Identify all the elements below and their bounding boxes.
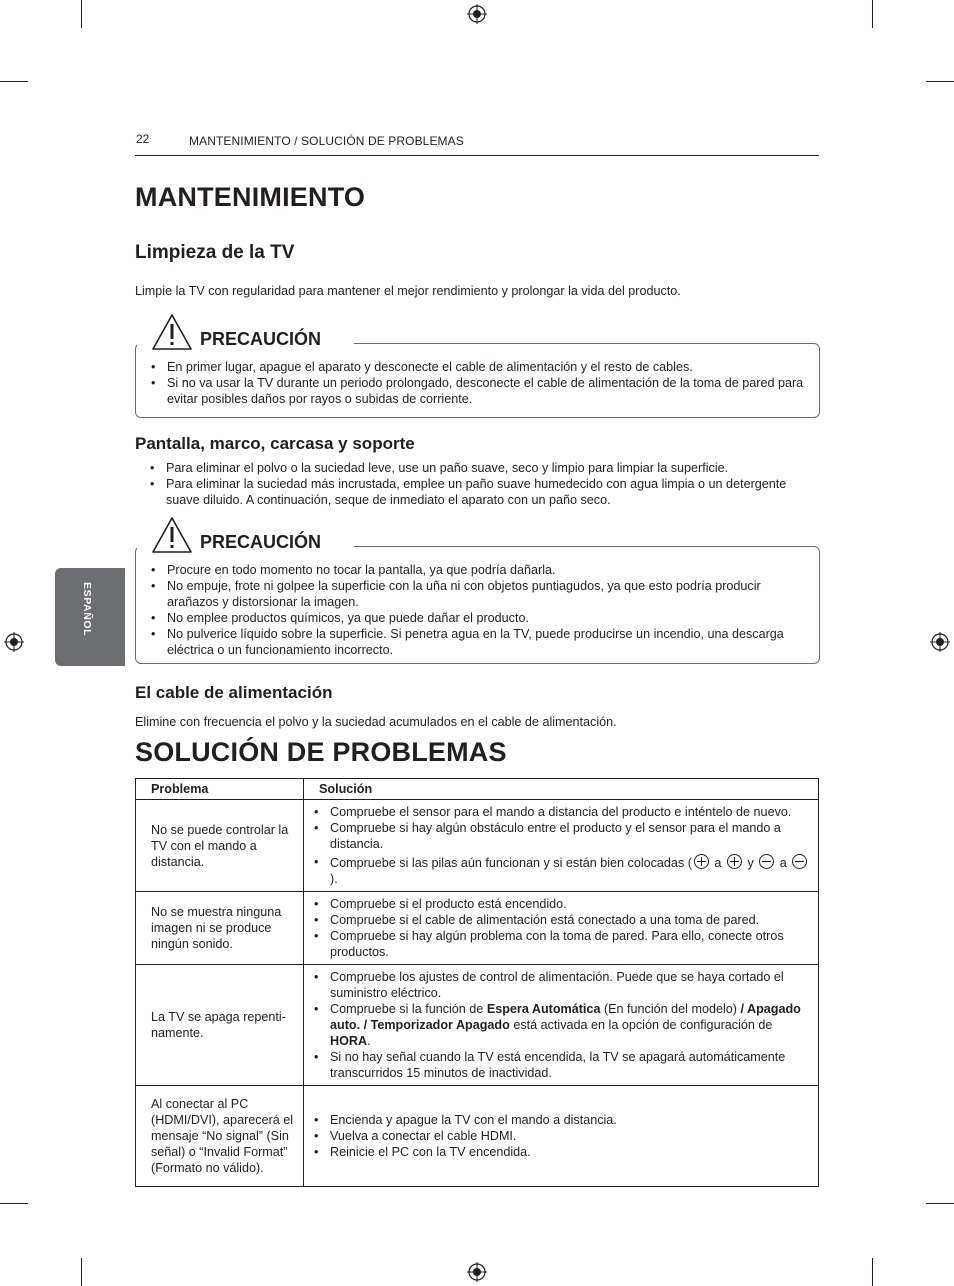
battery-text: Compruebe si las pilas aún funcionan y si están bien colocadas ( — [330, 856, 692, 870]
troubleshooting-table — [135, 778, 819, 1187]
list-item: • Para eliminar el polvo o la suciedad leve, use un paño suave, seco y limpio para limpiar la superficie. — [135, 460, 819, 476]
inline-bold: / Apagado auto. / Temporizador Apagado — [330, 1002, 801, 1032]
solution-cell — [304, 965, 819, 1086]
crop-mark — [926, 1203, 954, 1204]
table-row — [136, 892, 819, 965]
crop-mark — [872, 1258, 873, 1286]
problem-cell: Al conectar al PC (HDMI/DVI), aparecerá el mensaje “No signal” (Sin señal) o “Invalid Format” (Formato no válido). — [136, 1086, 304, 1187]
crop-mark — [81, 0, 82, 28]
list-item: • Reinicie el PC con la TV encendida. — [304, 1144, 812, 1160]
running-title: MANTENIMIENTO / SOLUCIÓN DE PROBLEMAS — [189, 134, 464, 148]
battery-text: y — [743, 856, 758, 870]
list-item: • Para eliminar la suciedad más incrustada, emplee un paño suave humedecido con agua limpia o un detergente suave diluido. A continuación, seque de inmediato el aparato con un paño seco. — [135, 476, 819, 508]
subsection-heading: Pantalla, marco, carcasa y soporte — [135, 434, 415, 453]
list-item: • No empuje, frote ni golpee la superficie con la uña ni con objetos puntiagudos, ya que esto podría producir arañazos y distorsionar la imagen. — [136, 578, 808, 610]
battery-text: ). — [330, 872, 338, 886]
crop-mark — [0, 81, 28, 82]
table-row — [136, 965, 819, 1086]
column-header-problem: Problema — [136, 779, 304, 800]
list-item: • En primer lugar, apague el aparato y desconecte el cable de alimentación y el resto de cables. — [136, 359, 808, 375]
inline-text: (En función del modelo) — [600, 1002, 741, 1016]
battery-plus-icon — [694, 854, 709, 869]
list-item: • Si no hay señal cuando la TV está encendida, la TV se apagará automáticamente transcurridos 15 minutos de inactividad. — [304, 1049, 812, 1081]
crop-mark — [872, 0, 873, 28]
problem-cell: La TV se apaga repenti- namente. — [136, 965, 304, 1086]
solution-cell — [304, 1086, 819, 1187]
crop-mark — [0, 1203, 28, 1204]
paragraph: Elimine con frecuencia el polvo y la suciedad acumulados en el cable de alimentación. — [135, 715, 617, 729]
list-item: • Compruebe los ajustes de control de alimentación. Puede que se haya cortado el suministro eléctrico. — [304, 969, 812, 1001]
list-item — [304, 1001, 812, 1049]
battery-minus-icon — [759, 854, 774, 869]
list-item: • Compruebe el sensor para el mando a distancia del producto e inténtelo de nuevo. — [304, 804, 812, 820]
inline-text: . — [367, 1034, 371, 1048]
registration-mark-icon — [467, 4, 487, 24]
crop-mark — [926, 81, 954, 82]
header-rule — [135, 155, 819, 156]
problem-cell: No se puede controlar la TV con el mando a distancia. — [136, 800, 304, 892]
caution-header — [137, 516, 354, 556]
battery-plus-icon — [727, 854, 742, 869]
registration-mark-icon — [467, 1262, 487, 1282]
inline-text: está activada en la opción de configuración de — [509, 1018, 773, 1032]
inline-bold: Espera Automática — [486, 1002, 601, 1016]
list-item: • Si no va usar la TV durante un periodo prolongado, desconecte el cable de alimentación de la toma de pared para evitar posibles daños por rayos o subidas de corriente. — [136, 375, 808, 407]
paragraph: Limpie la TV con regularidad para mantener el mejor rendimiento y prolongar la vida del producto. — [135, 284, 681, 298]
column-header-solution: Solución — [304, 779, 819, 800]
registration-mark-icon — [930, 632, 950, 652]
section-title: SOLUCIÓN DE PROBLEMAS — [135, 737, 507, 767]
list-item: • No pulverice líquido sobre la superficie. Si penetra agua en la TV, puede producirse un incendio, una descarga eléctrica o un funcionamiento incorrecto. — [136, 626, 808, 658]
caution-title: PRECAUCIÓN — [200, 329, 322, 349]
list-item: • Procure en todo momento no tocar la pantalla, ya que podría dañarla. — [136, 562, 808, 578]
list-item: • Compruebe si hay algún obstáculo entre el producto y el sensor para el mando a distancia. — [304, 820, 812, 852]
list-item: • No emplee productos químicos, ya que puede dañar el producto. — [136, 610, 808, 626]
problem-cell: No se muestra ninguna imagen ni se produce ningún sonido. — [136, 892, 304, 965]
battery-minus-icon — [792, 854, 807, 869]
list-item: • Compruebe si el producto está encendido. — [304, 896, 812, 912]
caution-box — [135, 546, 820, 664]
language-label: ESPAÑOL — [81, 582, 93, 637]
section-heading: Limpieza de la TV — [135, 242, 295, 263]
list-item: • Compruebe si el cable de alimentación está conectado a una toma de pared. — [304, 912, 812, 928]
list-item: • Vuelva a conectar el cable HDMI. — [304, 1128, 812, 1144]
inline-bold: HORA — [330, 1034, 368, 1048]
inline-text: Compruebe si la función de — [330, 1002, 487, 1016]
battery-text: a — [776, 856, 791, 870]
table-row — [136, 1086, 819, 1187]
battery-text: a — [710, 856, 725, 870]
caution-box — [135, 343, 820, 418]
warning-icon — [151, 313, 193, 351]
page-number: 22 — [136, 132, 150, 146]
language-tab — [55, 568, 125, 666]
subsection-heading: El cable de alimentación — [135, 683, 333, 702]
list-item: • Encienda y apague la TV con el mando a distancia. — [304, 1112, 812, 1128]
registration-mark-icon — [4, 632, 24, 652]
caution-header — [137, 313, 354, 353]
table-row — [136, 800, 819, 892]
warning-icon — [151, 516, 193, 554]
list-item: • Compruebe si hay algún problema con la toma de pared. Para ello, conecte otros productos. — [304, 928, 812, 960]
caution-title: PRECAUCIÓN — [200, 532, 322, 552]
solution-cell — [304, 800, 819, 892]
page-title: MANTENIMIENTO — [135, 182, 366, 212]
crop-mark — [81, 1258, 82, 1286]
list-item — [304, 854, 812, 887]
table-header-row — [136, 779, 819, 800]
solution-cell — [304, 892, 819, 965]
